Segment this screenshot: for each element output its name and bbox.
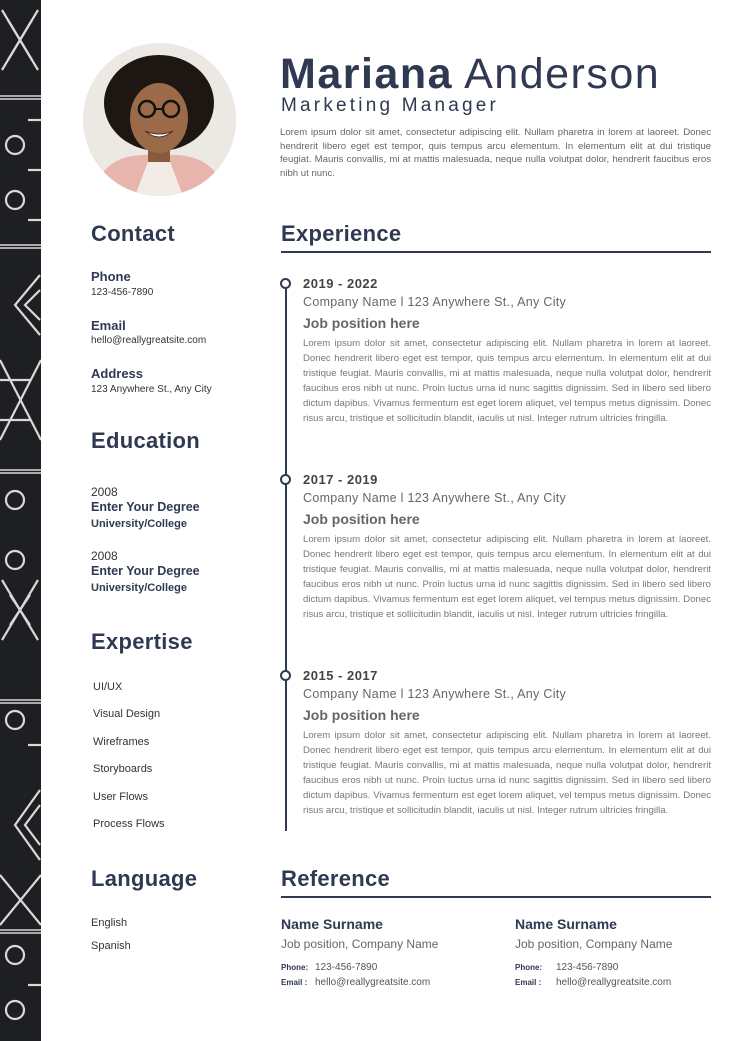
education-heading: Education — [91, 428, 201, 453]
experience-heading: Experience — [281, 221, 402, 246]
timeline-dot — [280, 474, 291, 485]
expertise-heading: Expertise — [91, 629, 193, 654]
language-item: Spanish — [91, 940, 131, 952]
experience-company: Company Name l 123 Anywhere St., Any City — [303, 295, 567, 309]
experience-years: 2017 - 2019 — [303, 472, 378, 487]
email-label: Email — [91, 318, 126, 333]
address-value: 123 Anywhere St., Any City — [91, 384, 212, 395]
education-degree: Enter Your Degree — [91, 564, 200, 578]
reference-phone-label: Phone: — [281, 963, 309, 972]
skill-item: Wireframes — [93, 736, 150, 748]
email-value: hello@reallygreatsite.com — [91, 335, 207, 346]
reference-email: hello@reallygreatsite.com — [556, 977, 672, 988]
experience-description: Lorem ipsum dolor sit amet, consectetur adipiscing elit. Nullam pharetra in lorem at laoreet. Donec hendrerit libero eget est tempor, quis tempus arcu elementum. In elementum elit at dui tristique feugiat. Mauris convallis, mi at mattis malesuada, neque nulla volutpat dolor, hendrerit faucibus eros nibh ut nunc. Proin luctus urna id nunc sagittis dignissim. Sed in libero sed libero dictum dapibus. Vivamus fermentum est eget lorem aliquet, vel tempus metus dignissim. Donec risus arcu, tristique et sollicitudin blandit, iaculis ut nisl. Integer rutrum ultricies fringilla. — [303, 730, 711, 816]
reference-heading: Reference — [281, 866, 391, 891]
experience-description: Lorem ipsum dolor sit amet, consectetur adipiscing elit. Nullam pharetra in lorem at laoreet. Donec hendrerit libero eget est tempor, quis tempus arcu elementum. In elementum elit at dui tristique feugiat. Mauris convallis, mi at mattis malesuada, neque nulla volutpat dolor, hendrerit faucibus eros nibh ut nunc. Proin luctus urna id nunc sagittis dignissim. Sed in libero sed libero dictum dapibus. Vivamus fermentum est eget lorem aliquet, vel tempus metus dignissim. Donec risus arcu, tristique et sollicitudin blandit, iaculis ut nisl. Integer rutrum ultricies fringilla. — [303, 338, 711, 424]
full-name — [280, 48, 660, 100]
reference-job: Job position, Company Name — [281, 937, 439, 951]
reference-name: Name Surname — [515, 916, 617, 932]
experience-company: Company Name l 123 Anywhere St., Any City — [303, 687, 567, 701]
reference-phone: 123-456-7890 — [315, 962, 378, 973]
reference-email-label: Email : — [281, 978, 308, 987]
experience-years: 2019 - 2022 — [303, 276, 378, 291]
skill-item: Storyboards — [93, 763, 153, 775]
job-title: Marketing Manager — [281, 95, 500, 116]
timeline-dot — [280, 278, 291, 289]
experience-position: Job position here — [303, 511, 420, 527]
experience-company: Company Name l 123 Anywhere St., Any City — [303, 491, 567, 505]
experience-entry — [303, 668, 711, 818]
experience-position: Job position here — [303, 707, 420, 723]
phone-label: Phone — [91, 269, 131, 284]
timeline-line — [285, 283, 287, 831]
language-heading: Language — [91, 866, 198, 891]
timeline-dot — [280, 670, 291, 681]
skill-item: User Flows — [93, 791, 149, 803]
experience-entry — [303, 472, 711, 622]
skill-item: Process Flows — [93, 818, 165, 830]
reference-job: Job position, Company Name — [515, 937, 673, 951]
education-year: 2008 — [91, 549, 118, 563]
experience-entry — [303, 276, 711, 426]
skill-item: Visual Design — [93, 708, 161, 720]
profile-summary: Lorem ipsum dolor sit amet, consectetur adipiscing elit. Nullam pharetra in lorem at laoreet. Donec hendrerit libero eget est tempor, quis tempus arcu elementum. In elementum elit at dui tristique feugiat. Mauris convallis, mi at mattis malesuada, neque nulla volutpat dolor, hendrerit faucibus eros nibh ut nunc. — [280, 127, 711, 179]
profile-photo — [83, 43, 236, 196]
education-degree: Enter Your Degree — [91, 500, 200, 514]
phone-value: 123-456-7890 — [91, 287, 154, 298]
experience-years: 2015 - 2017 — [303, 668, 378, 683]
tribal-pattern-strip — [0, 0, 41, 1041]
first-name: Mariana — [280, 50, 454, 98]
education-year: 2008 — [91, 485, 118, 499]
reference-phone-label: Phone: — [515, 963, 543, 972]
experience-description: Lorem ipsum dolor sit amet, consectetur adipiscing elit. Nullam pharetra in lorem at laoreet. Donec hendrerit libero eget est tempor, quis tempus arcu elementum. In elementum elit at dui tristique feugiat. Mauris convallis, mi at mattis malesuada, neque nulla volutpat dolor, hendrerit faucibus eros nibh ut nunc. Proin luctus urna id nunc sagittis dignissim. Sed in libero sed libero dictum dapibus. Vivamus fermentum est eget lorem aliquet, vel tempus metus dignissim. Donec risus arcu, tristique et sollicitudin blandit, iaculis ut nisl. Integer rutrum ultricies fringilla. — [303, 534, 711, 620]
language-item: English — [91, 917, 128, 929]
education-school: University/College — [91, 518, 187, 530]
reference-divider — [281, 896, 711, 898]
skill-item: UI/UX — [93, 681, 123, 693]
reference-name: Name Surname — [281, 916, 383, 932]
experience-position: Job position here — [303, 315, 420, 331]
experience-divider — [281, 251, 711, 253]
address-label: Address — [91, 366, 144, 381]
education-school: University/College — [91, 582, 187, 594]
reference-email-label: Email : — [515, 978, 542, 987]
contact-heading: Contact — [91, 221, 175, 246]
reference-phone: 123-456-7890 — [556, 962, 619, 973]
last-name: Anderson — [464, 50, 661, 98]
reference-email: hello@reallygreatsite.com — [315, 977, 431, 988]
